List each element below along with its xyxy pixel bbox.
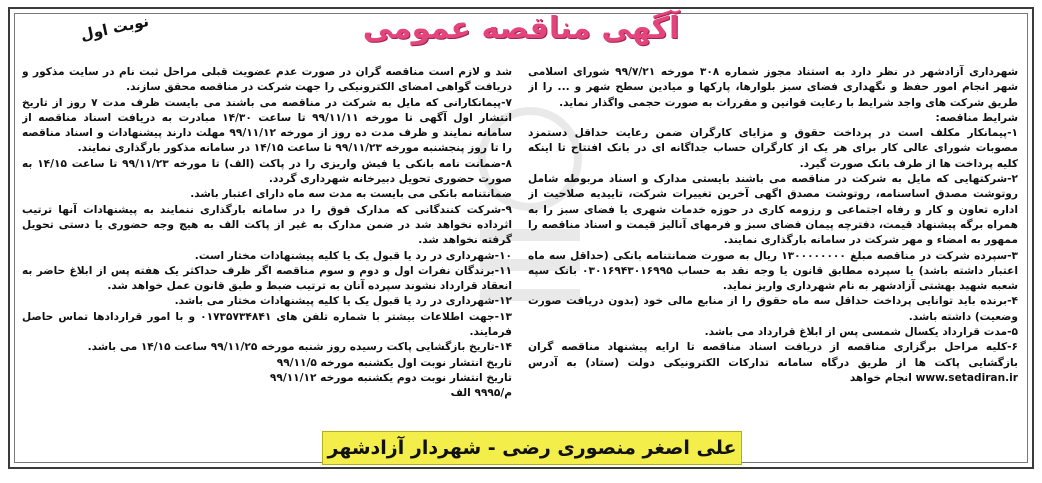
right-column xyxy=(528,65,1018,427)
left-item-8: ۸-ضمانت نامه بانکی یا فیش واریزی را در پاکت (الف) تا مورخه ۹۹/۱۱/۲۳ تا ساعت ۱۴/۱۵ به صورت حضوری تحویل دبیرخانه شهرداری گردد. xyxy=(22,157,512,186)
left-item-13: ۱۳-جهت اطلاعات بیشتر با شماره تلفن های ۰۱۷۳۵۷۳۴۸۴۱ و با امور قراردادها تماس حاصل فرمایند. xyxy=(22,310,512,339)
intro-paragraph: شهرداری آزادشهر در نظر دارد به استناد مجوز شماره ۳۰۸ مورخه ۹۹/۷/۲۱ شورای اسلامی شهر انجام امور حفظ و نگهداری فضای سبز بلوارها، پارکها و میادین سطح شهر و ... را از طریق شرکت های واجد شرایط با رعایت قوانین و مقررات به صورت حجمی واگذار نماید. xyxy=(528,66,1018,109)
body-columns xyxy=(22,65,1018,427)
left-item-guarantee: ضمانتنامه بانکی می بایست به مدت سه ماه دارای اعتبار باشد. xyxy=(190,188,512,201)
second-publication-date: تاریخ انتشار نوبت دوم یکشنبه مورخه ۹۹/۱۱/۱۲ xyxy=(269,371,512,384)
left-item-continuation: شد و لازم است مناقصه گران در صورت عدم عضویت قبلی مراحل ثبت نام در سایت مذکور و دریافت گواهی امضای الکترونیکی را جهت شرکت در مناقصه محقق سازند. xyxy=(22,66,512,94)
setad-website-link[interactable]: www.setadiran.ir xyxy=(915,371,1018,384)
mayor-signature: علی اصغر منصوری رضی - شهردار آزادشهر xyxy=(327,437,737,459)
first-publication-date: تاریخ انتشار نوبت اول یکشنبه مورخه ۹۹/۱۱/۵ xyxy=(276,356,512,369)
condition-item-3: ۳-سپرده شرکت در مناقصه مبلغ ۱۳۰۰۰۰۰۰۰۰ ریال به صورت ضمانتنامه بانکی (حداقل سه ماه اعتبار داشته باشد) یا سپرده مطابق قانون یا وجه نقد به حساب ۰۳۰۱۶۹۴۳۰۱۶۹۹۵ بانک سپه شعبه شهید بهشتی آزادشهر به نام شهرداری واریز نماید. xyxy=(528,249,1018,293)
condition-item-5: ۵-مدت قرارداد یکسال شمسی پس از ابلاغ قرارداد می باشد. xyxy=(704,326,1018,339)
signature-bar xyxy=(322,431,742,465)
condition-item-2: ۲-شرکتهایی که مایل به شرکت در مناقصه می باشند بایستی مدارک و اسناد مربوطه شامل روتوشت مصدق اساسنامه، روتوشت مصدق اگهی آخرین تغییرات شرکت، تاییدیه صلاحیت از اداره تعاون و کار و رفاه اجتماعی و رزومه کاری در حوزه خدمات شهری یا فضای سبز را به همراه برگه پیشنهاد قیمت، دفترچه پیمان فضای سبز و فرمهای آنالیز قیمت و اسناد مناقصه را ممهور به امضاء و مهر شرکت در سامانه بارگذاری نمایند. xyxy=(528,173,1018,247)
left-item-10: ۱۰-شهرداری در رد یا قبول یک یا کلیه پیشنهادات مختار است. xyxy=(194,249,512,262)
reference-code: م/۹۹۹۵ الف xyxy=(450,387,512,400)
notice-page xyxy=(8,7,1034,469)
left-item-14: ۱۴-تاریخ بازگشایی پاکت رسیده روز شنبه مورخه ۹۹/۱۱/۲۵ ساعت ۱۴/۱۵ می باشد. xyxy=(87,341,512,354)
condition-item-6 xyxy=(528,340,1018,386)
left-item-9: ۹-شرکت کنندگانی که مدارک فوق را در سامانه بارگذاری ننمایند به پیشنهادات آنها ترتیب اثرداده نخواهد شد در ضمن مدارک به غیر از پاکت الف به هیچ وجه حضوری یا دستی تحویل گرفته نخواهد شد. xyxy=(22,203,512,247)
publication-badge: نوبت اول xyxy=(78,11,151,45)
left-column xyxy=(22,65,512,427)
condition-item-6-tail: انجام خواهد xyxy=(849,371,912,384)
notice-title: آگهی مناقصه عمومی xyxy=(362,11,680,46)
left-item-12: ۱۲-شهرداری در رد یا قبول یک یا کلیه پیشنهادات مختار می باشد. xyxy=(174,295,512,308)
condition-item-6-text: ۶-کلیه مراحل برگزاری مناقصه از دریافت اسناد مناقصه تا ارایه پیشنهاد مناقصه گران بازگشایی پاکت ها از طریق درگاه سامانه تدارکات الکترونیکی دولت (ستاد) به آدرس xyxy=(528,341,1018,369)
left-item-7: ۷-پیمانکارانی که مایل به شرکت در مناقصه می باشند می بایست ظرف مدت ۷ روز از تاریخ انتشار اول آگهی تا مورخه ۹۹/۱۱/۱۱ تا ساعت ۱۴/۳۰ مبادرت به دریافت اسناد مناقصه از سامانه نمایند و ظرف مدت ده روز از مورخه ۹۹/۱۱/۱۲ مهلت دارند پیشنهادات و اسناد مناقصه را تا روز پنجشنبه مورخه ۹۹/۱۱/۲۳ تا ساعت ۱۴/۱۵ در سامانه مذکور بارگذاری نمایند. xyxy=(22,96,512,155)
conditions-heading: شرایط مناقصه: xyxy=(935,111,1018,124)
left-item-11: ۱۱-برندگان نفرات اول و دوم و سوم مناقصه اگر ظرف حداکثر یک هفته پس از ابلاغ حاضر به انعقاد قرارداد نشوند سپرده آنان به ترتیب ضبط و طبق قانون عمل خواهد شد. xyxy=(22,264,512,293)
condition-item-4: ۴-برنده باید توانایی پرداخت حداقل سه ماه حقوق را از منابع مالی خود (بدون دریافت صورت وضعیت) داشته باشد. xyxy=(528,295,1018,323)
condition-item-1: ۱-پیمانکار مکلف است در پرداخت حقوق و مزایای کارگران ضمن رعایت حداقل دستمزد مصوبات شورای عالی کار برای هر یک از کارگران حساب جداگانه ای در بانک افتتاح تا اینکه کلیه پرداخت ها از طرف بانک صورت گیرد. xyxy=(528,127,1018,170)
title-area xyxy=(10,11,1032,46)
